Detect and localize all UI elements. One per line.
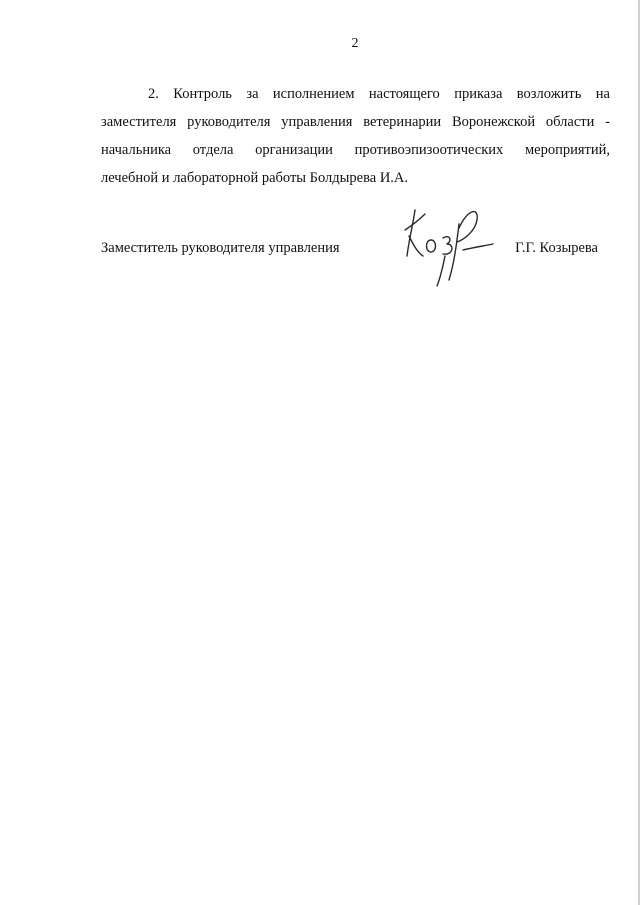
handwritten-signature (397, 200, 497, 290)
paragraph-line: лечебной и лабораторной работы Болдырева И.А. (101, 170, 409, 186)
paragraph-line: 2. Контроль за исполнением настоящего приказа возложить на (148, 86, 610, 102)
signature-block (101, 236, 610, 296)
paragraph-control (101, 80, 610, 192)
document-body (101, 80, 610, 192)
signatory-position: Заместитель руководителя управления (101, 240, 340, 256)
paragraph-line: начальника отдела организации противоэпизоотических мероприятий, (101, 142, 610, 158)
page-number: 2 (351, 36, 359, 51)
signatory-name: Г.Г. Козырева (515, 240, 598, 256)
paragraph-line: заместителя руководителя управления ветеринарии Воронежской области - (101, 114, 610, 130)
